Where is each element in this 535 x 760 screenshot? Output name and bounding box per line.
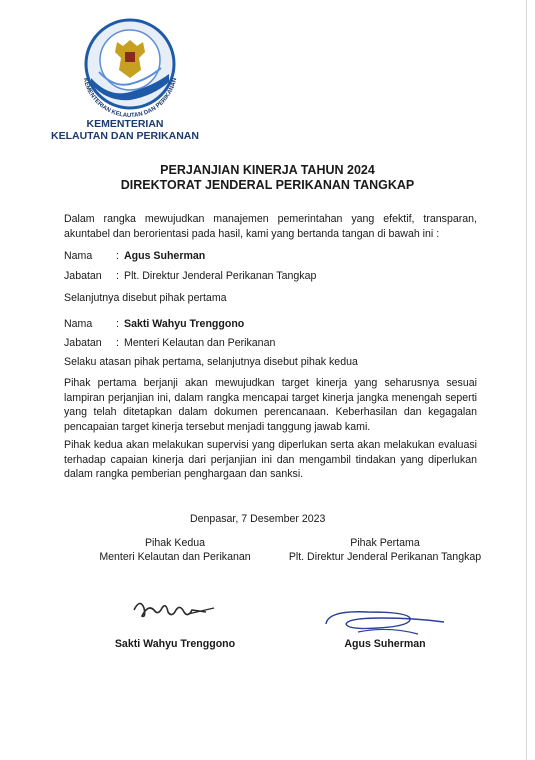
commitment-paragraph: Pihak pertama berjanji akan mewujudkan target kinerja yang seharusnya sesuai lampiran perjanjian ini, dalam rangka mencapai target kinerja jangka menengah seperti yang telah ditetapkan dalam dokumen perencanaan. Keberhasilan dan kegagalan pencapaian target kinerja tersebut menjadi tanggung jawab kami. [64, 377, 477, 433]
party1-note: Selanjutnya disebut pihak pertama [64, 292, 227, 304]
ministry-logo [69, 18, 191, 122]
title-line-1: PERJANJIAN KINERJA TAHUN 2024 [160, 163, 375, 177]
left-title: Menteri Kelautan dan Perikanan [99, 550, 251, 563]
left-signature-image [128, 590, 220, 630]
right-signatory-heading [283, 537, 487, 564]
party1-name-value: Agus Suherman [124, 250, 206, 262]
right-signatory-name: Agus Suherman [344, 638, 426, 650]
party1-name-row: Nama : Agus Suherman [64, 250, 206, 262]
party2-position-value: Menteri Kelautan dan Perikanan [124, 337, 276, 349]
party2-position-row: Jabatan : Menteri Kelautan dan Perikanan [64, 337, 276, 349]
org-line-1: KEMENTERIAN [86, 118, 164, 130]
left-signatory-name: Sakti Wahyu Trenggono [114, 638, 236, 650]
org-line-2: KELAUTAN DAN PERIKANAN [51, 130, 199, 142]
party1-position-value: Plt. Direktur Jenderal Perikanan Tangkap [124, 270, 317, 282]
document-title [0, 163, 535, 193]
party1-position-row: Jabatan : Plt. Direktur Jenderal Perikanan Tangkap [64, 270, 317, 282]
party1-position-label: Jabatan [64, 270, 102, 282]
left-signatory-heading [90, 537, 260, 564]
page-edge-line [526, 0, 527, 760]
party2-name-label: Nama [64, 318, 93, 330]
party2-name-row: Nama : Sakti Wahyu Trenggono [64, 318, 245, 330]
place-date: Denpasar, 7 Desember 2023 [190, 513, 326, 525]
intro-paragraph: Dalam rangka mewujudkan manajemen pemerintahan yang efektif, transparan, akuntabel dan berorientasi pada hasil, kami yang bertanda tangan di bawah ini : [64, 213, 477, 240]
party2-name-value: Sakti Wahyu Trenggono [124, 318, 245, 330]
right-title: Plt. Direktur Jenderal Perikanan Tangkap [288, 550, 482, 563]
svg-text:KEMENTERIAN KELAUTAN DAN PERIK: KEMENTERIAN KELAUTAN DAN PERIKANAN [81, 77, 179, 120]
party1-name-label: Nama [64, 250, 93, 262]
party2-note: Selaku atasan pihak pertama, selanjutnya disebut pihak kedua [64, 356, 358, 368]
right-role: Pihak Pertama [350, 537, 420, 549]
title-line-2: DIREKTORAT JENDERAL PERIKANAN TANGKAP [120, 178, 415, 192]
left-role: Pihak Kedua [144, 537, 206, 549]
right-signature-image [318, 604, 448, 638]
party2-position-label: Jabatan [64, 337, 102, 349]
supervision-paragraph: Pihak kedua akan melakukan supervisi yang diperlukan serta akan melakukan evaluasi terhadap capaian kinerja dari perjanjian ini dan mengambil tindakan yang diperlukan dalam rangka pemberian penghargaan dan sanksi. [64, 439, 477, 481]
organization-name [40, 118, 210, 142]
